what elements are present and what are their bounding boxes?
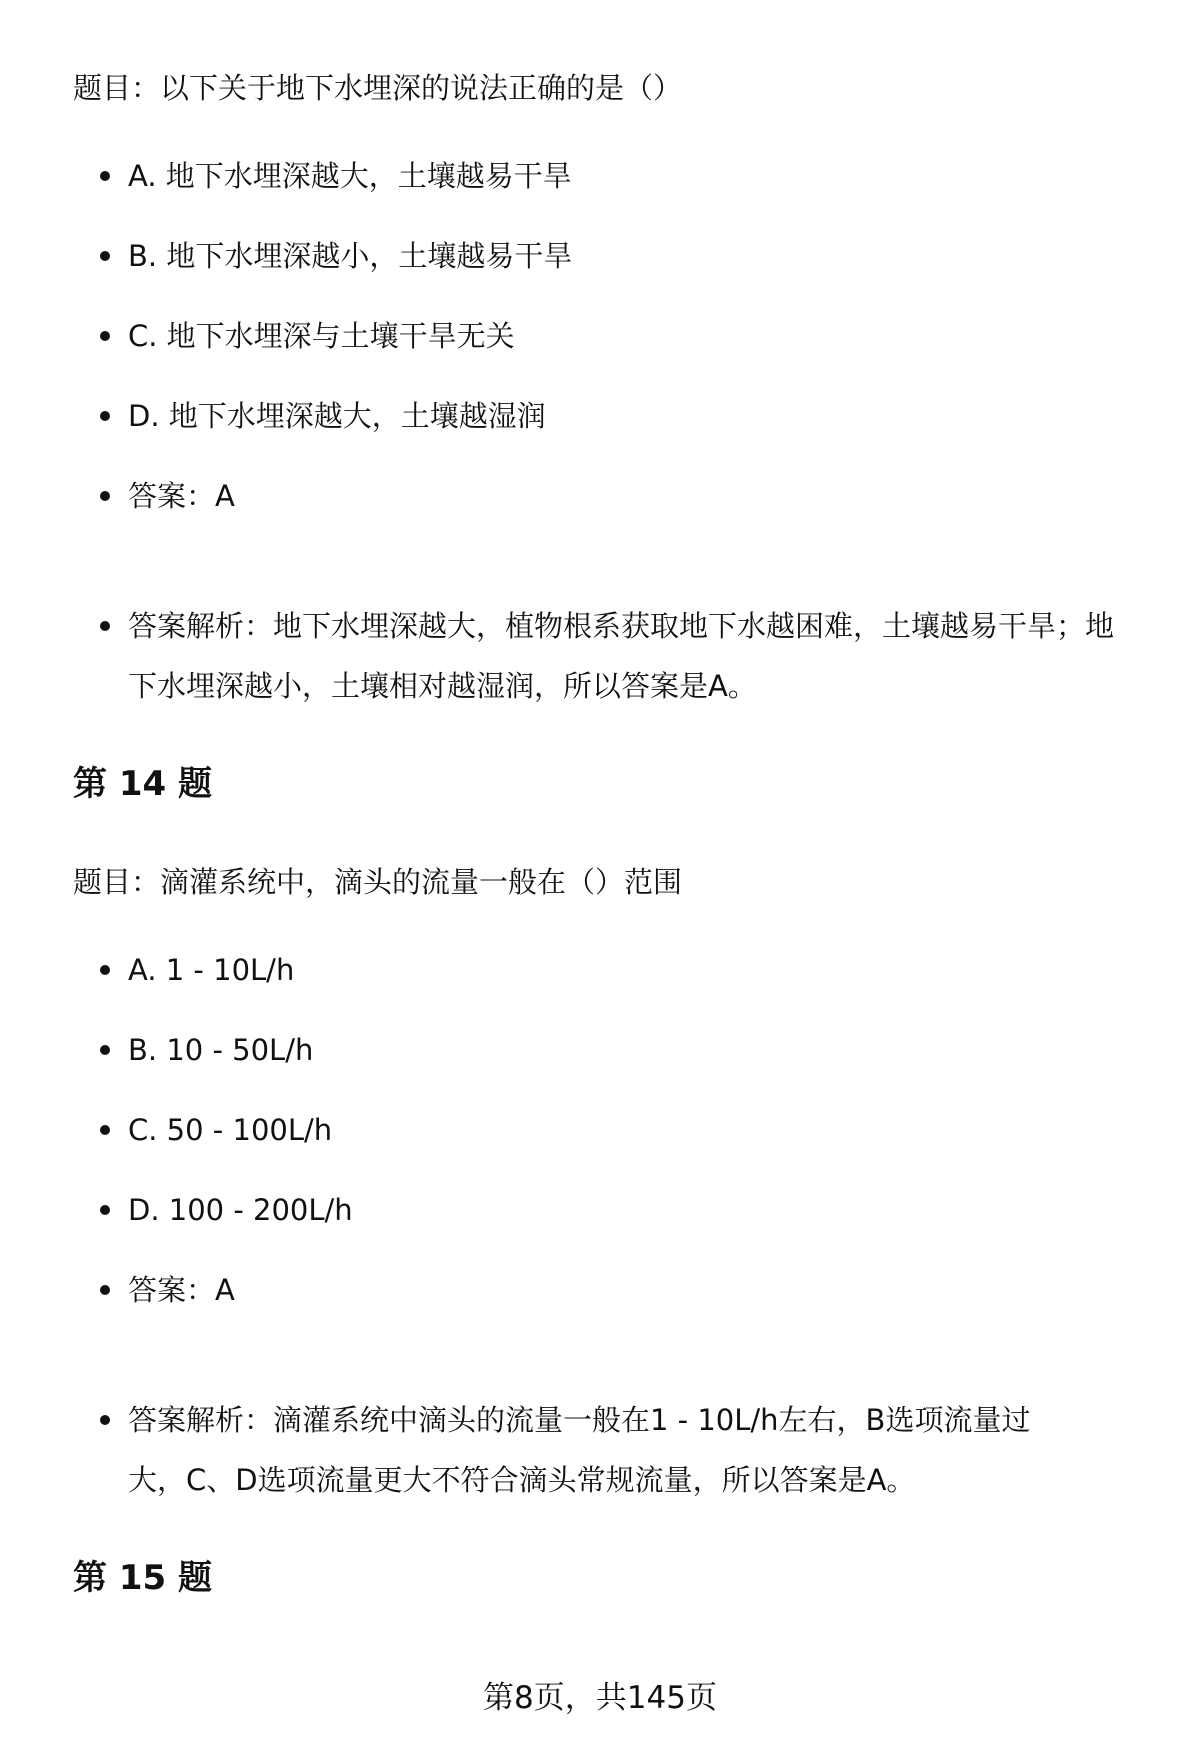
option-text: C. 地下水埋深与土壤干旱无关 bbox=[128, 319, 515, 353]
q14-option-b bbox=[128, 1020, 1148, 1080]
q15-heading: 第 15 题 bbox=[73, 1558, 212, 1598]
q13-option-a bbox=[128, 146, 1148, 206]
q13-answer bbox=[128, 466, 1148, 526]
option-text: B. 地下水埋深越小，土壤越易干旱 bbox=[128, 239, 573, 273]
explanation-line-2: 大，C、D选项流量更大不符合滴头常规流量，所以答案是A。 bbox=[128, 1463, 916, 1497]
explanation-line-2: 下水埋深越小，土壤相对越湿润，所以答案是A。 bbox=[128, 669, 757, 703]
bullet-icon bbox=[100, 1205, 110, 1215]
option-text: A. 1 - 10L/h bbox=[128, 953, 295, 987]
q13-option-d bbox=[128, 386, 1148, 446]
q14-answer bbox=[128, 1260, 1148, 1320]
option-text: D. 地下水埋深越大，土壤越湿润 bbox=[128, 399, 546, 433]
answer-text: 答案：A bbox=[128, 479, 235, 513]
q13-option-c bbox=[128, 306, 1148, 366]
q14-option-d bbox=[128, 1180, 1148, 1240]
explanation-line-1: 答案解析：地下水埋深越大，植物根系获取地下水越困难，土壤越易干旱；地 bbox=[128, 609, 1115, 643]
q13-prompt: 题目：以下关于地下水埋深的说法正确的是（） bbox=[73, 71, 683, 105]
bullet-icon bbox=[100, 621, 110, 631]
q14-option-a bbox=[128, 940, 1148, 1000]
bullet-icon bbox=[100, 411, 110, 421]
bullet-icon bbox=[100, 1125, 110, 1135]
bullet-icon bbox=[100, 251, 110, 261]
q13-option-b bbox=[128, 226, 1148, 286]
bullet-icon bbox=[100, 965, 110, 975]
option-text: A. 地下水埋深越大，土壤越易干旱 bbox=[128, 159, 572, 193]
bullet-icon bbox=[100, 171, 110, 181]
page-footer: 第8页，共145页 bbox=[483, 1680, 717, 1716]
bullet-icon bbox=[100, 1285, 110, 1295]
q14-option-c bbox=[128, 1100, 1148, 1160]
q14-heading: 第 14 题 bbox=[73, 764, 212, 804]
bullet-icon bbox=[100, 1415, 110, 1425]
bullet-icon bbox=[100, 331, 110, 341]
option-text: D. 100 - 200L/h bbox=[128, 1193, 353, 1227]
option-text: C. 50 - 100L/h bbox=[128, 1113, 333, 1147]
bullet-icon bbox=[100, 491, 110, 501]
q13-explanation bbox=[128, 596, 1148, 716]
q14-prompt: 题目：滴灌系统中，滴头的流量一般在（）范围 bbox=[73, 865, 683, 899]
answer-text: 答案：A bbox=[128, 1273, 235, 1307]
bullet-icon bbox=[100, 1045, 110, 1055]
explanation-line-1: 答案解析：滴灌系统中滴头的流量一般在1 - 10L/h左右，B选项流量过 bbox=[128, 1403, 1031, 1437]
q14-explanation bbox=[128, 1390, 1148, 1510]
option-text: B. 10 - 50L/h bbox=[128, 1033, 314, 1067]
